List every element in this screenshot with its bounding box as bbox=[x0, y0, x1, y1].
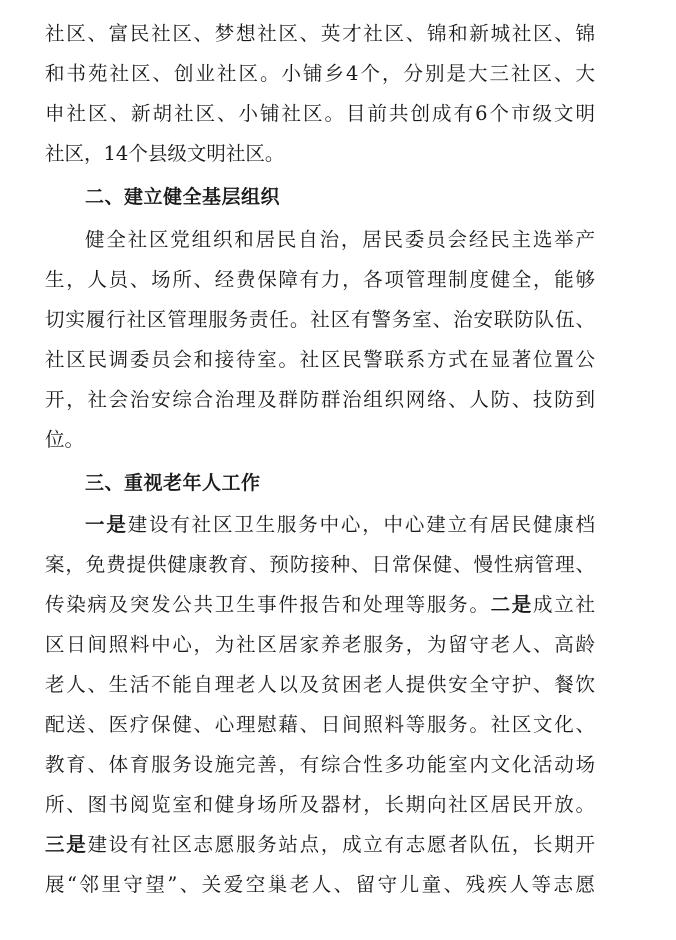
paragraph-line: 案，免费提供健康教育、预防接种、日常保健、慢性病管理、 bbox=[45, 553, 595, 576]
paragraph-line bbox=[45, 825, 595, 865]
paragraph-line: 生，人员、场所、经费保障有力，各项管理制度健全，能够 bbox=[45, 268, 595, 291]
paragraph-line: 配送、医疗保健、心理慰藉、日间照料等服务。社区文化、 bbox=[45, 713, 595, 736]
line-text: 传染病及突发公共卫生事件报告和处理等服务。 bbox=[45, 593, 491, 616]
line-text: 成立社 bbox=[533, 593, 595, 616]
paragraph-line: 开，社会治安综合治理及群防群治组织网络、人防、技防到 bbox=[45, 388, 595, 411]
paragraph-line: 教育、体育服务设施完善，有综合性多功能室内文化活动场 bbox=[45, 753, 595, 776]
lead-marker: 三是 bbox=[45, 833, 88, 856]
paragraph-line: 展“邻里守望”、关爱空巢老人、留守儿童、残疾人等志愿 bbox=[45, 873, 595, 896]
paragraph-line: 老人、生活不能自理老人以及贫困老人提供安全守护、餐饮 bbox=[45, 673, 595, 696]
paragraph-line: 所、图书阅览室和健身场所及器材，长期向社区居民开放。 bbox=[45, 793, 595, 816]
paragraph-line: 社区，14个县级文明社区。 bbox=[45, 142, 285, 165]
paragraph-line: 区日间照料中心，为社区居家养老服务，为留守老人、高龄 bbox=[45, 633, 595, 656]
paragraph-line: 切实履行社区管理服务责任。社区有警务室、治安联防队伍、 bbox=[45, 308, 595, 331]
paragraph-line: 健全社区党组织和居民自治，居民委员会经民主选举产 bbox=[85, 228, 595, 251]
paragraph-line: 和书苑社区、创业社区。小铺乡4个，分别是大三社区、大 bbox=[45, 62, 595, 85]
section-heading: 二、建立健全基层组织 bbox=[85, 186, 281, 208]
paragraph-line: 位。 bbox=[45, 428, 85, 451]
line-text: 建设有社区志愿服务站点，成立有志愿者队伍，长期开 bbox=[87, 833, 595, 856]
section-heading: 三、重视老年人工作 bbox=[85, 472, 261, 494]
paragraph-line bbox=[85, 505, 595, 545]
paragraph-line: 申社区、新胡社区、小铺社区。目前共创成有6个市级文明 bbox=[45, 102, 595, 125]
line-text: 建设有社区卫生服务中心，中心建立有居民健康档 bbox=[127, 513, 595, 536]
lead-marker: 一是 bbox=[85, 513, 128, 536]
paragraph-line: 社区民调委员会和接待室。社区民警联系方式在显著位置公 bbox=[45, 348, 595, 371]
paragraph-line bbox=[45, 585, 595, 625]
lead-marker: 二是 bbox=[490, 593, 534, 616]
paragraph-line: 社区、富民社区、梦想社区、英才社区、锦和新城社区、锦 bbox=[45, 22, 595, 45]
